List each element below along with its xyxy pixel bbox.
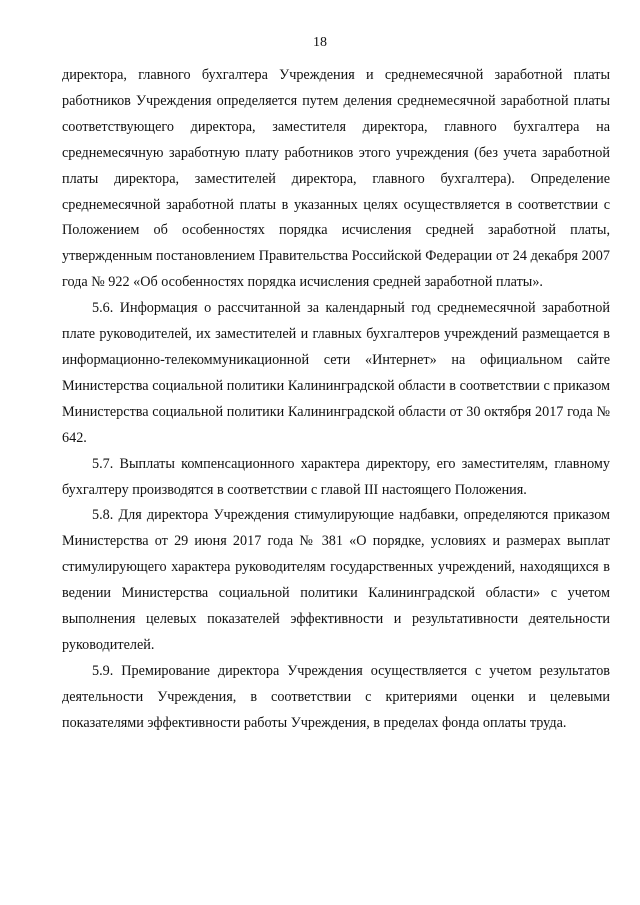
- document-body: [62, 63, 610, 737]
- page-number: 18: [313, 35, 327, 50]
- paragraph-continuation: директора, главного бухгалтера Учреждения и среднемесячной заработной платы работников Учреждения определяется путем деления среднемесячной заработной платы соответствующего директора, заместителя директора, главного бухгалтера на среднемесячную заработную плату работников этого учреждения (без учета заработной платы директора, заместителей директора, главного бухгалтера). Определение среднемесячной заработной платы в указанных целях осуществляется в соответствии с Положением об особенностях порядка исчисления средней заработной платы, утвержденным постановлением Правительства Российской Федерации от 24 декабря 2007 года № 922 «Об особенностях порядка исчисления средней заработной платы».: [62, 67, 610, 291]
- paragraph-5-9: 5.9. Премирование директора Учреждения осуществляется с учетом результатов деятельности Учреждения, в соответствии с критериями оценки и целевыми показателями эффективности работы Учреждения, в пределах фонда оплаты труда.: [62, 662, 610, 731]
- paragraph-5-8: 5.8. Для директора Учреждения стимулирующие надбавки, определяются приказом Министерства от 29 июня 2017 года № 381 «О порядке, условиях и размерах выплат стимулирующего характера руководителям государственных учреждений, находящихся в ведении Министерства социальной политики Калининградской области» с учетом выполнения целевых показателей эффективности и результативности деятельности руководителей.: [62, 507, 610, 653]
- paragraph-5-7: 5.7. Выплаты компенсационного характера директору, его заместителям, главному бухгалтеру производятся в соответствии с главой III настоящего Положения.: [62, 455, 610, 498]
- paragraph-5-6: 5.6. Информация о рассчитанной за календарный год среднемесячной заработной плате руководителей, их заместителей и главных бухгалтеров учреждений размещается в информационно-телекоммуникационной сети «Интернет» на официальном сайте Министерства социальной политики Калининградской области в соответствии с приказом Министерства социальной политики Калининградской области от 30 октября 2017 года № 642.: [62, 300, 610, 446]
